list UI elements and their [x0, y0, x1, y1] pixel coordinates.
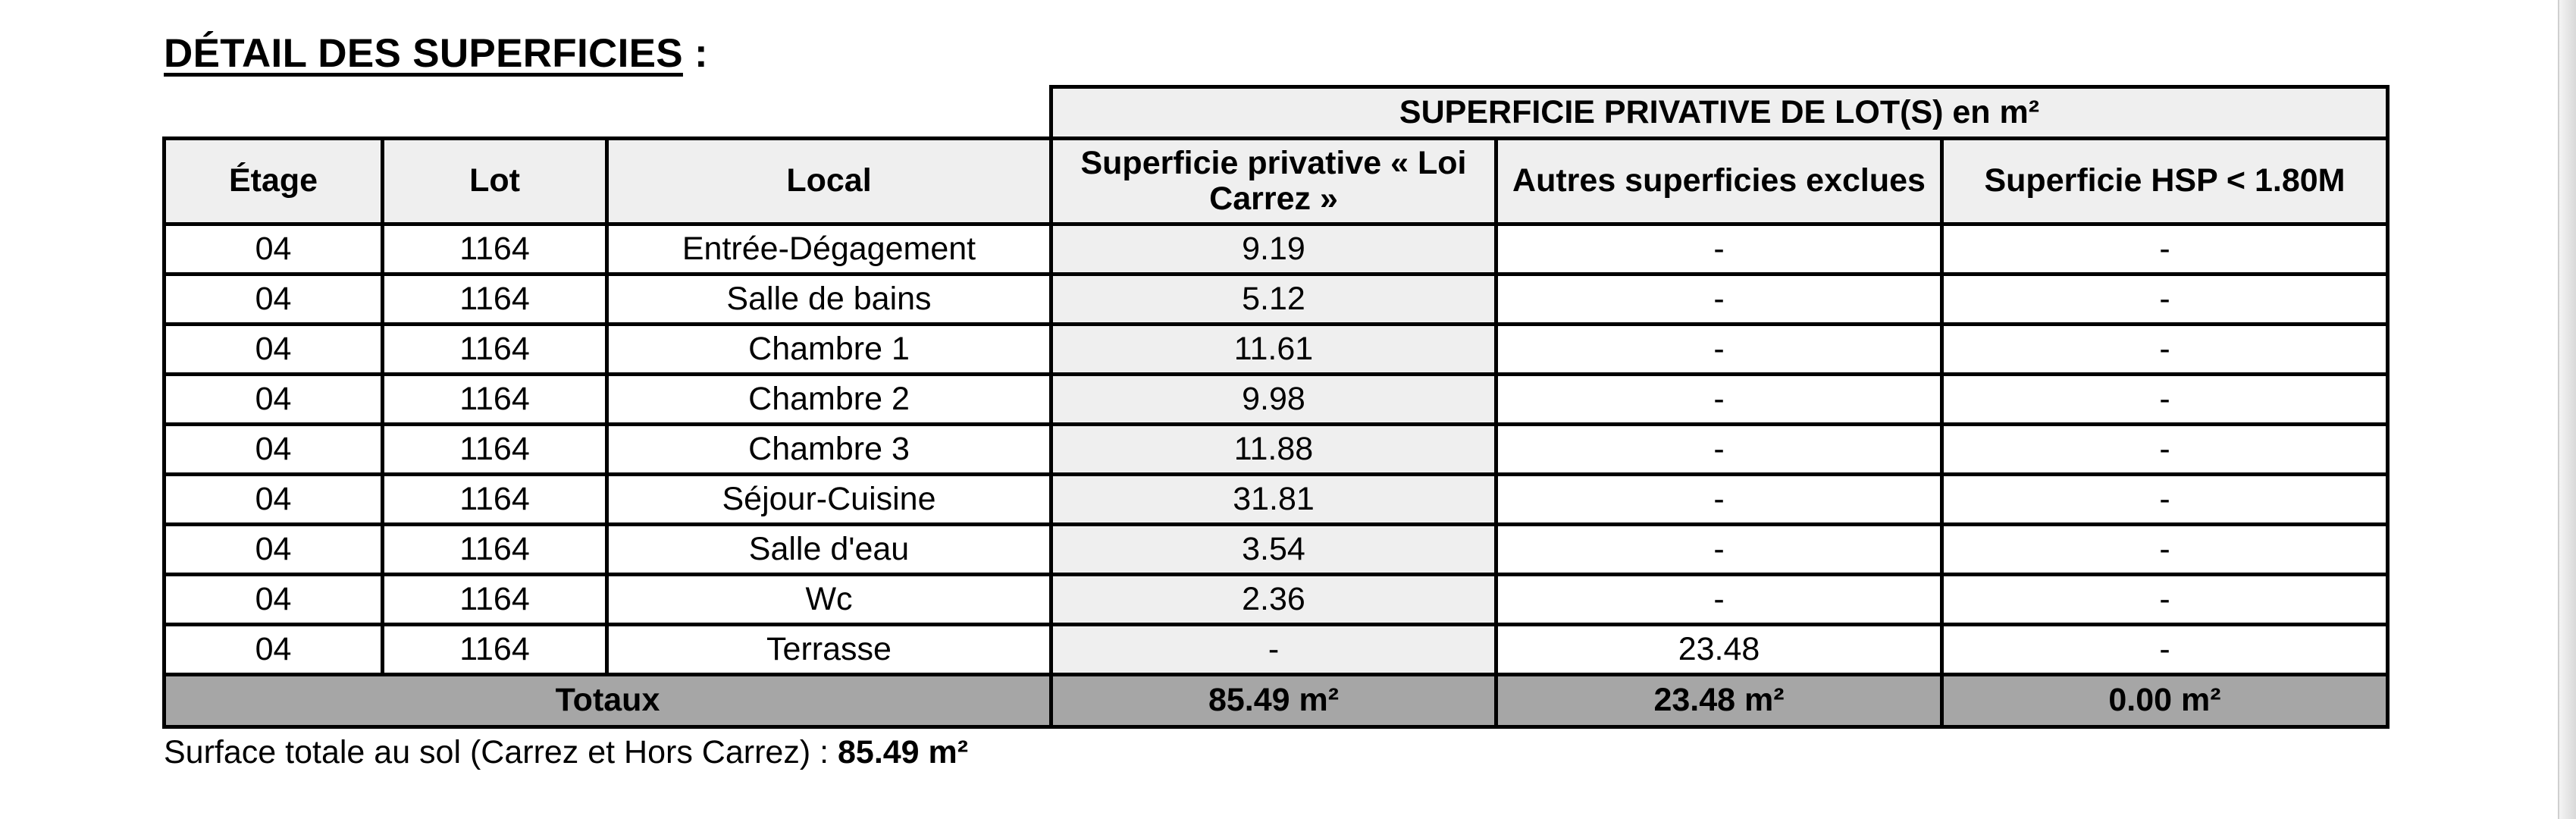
- cell-carrez: 11.61: [1051, 325, 1496, 375]
- cell-etage: 04: [165, 575, 383, 625]
- table-row: [165, 575, 2388, 625]
- window-right-edge: [2558, 0, 2576, 819]
- cell-hsp: -: [1942, 625, 2388, 675]
- table-row: [165, 625, 2388, 675]
- page-title-text: DÉTAIL DES SUPERFICIES: [164, 31, 683, 76]
- cell-local: Chambre 3: [607, 425, 1051, 475]
- table-row: [165, 425, 2388, 475]
- totals-carrez: 85.49 m²: [1051, 675, 1496, 727]
- cell-etage: 04: [165, 325, 383, 375]
- col-header-hsp: Superficie HSP < 1.80M: [1942, 139, 2388, 224]
- cell-autres: -: [1496, 275, 1942, 325]
- cell-local: Salle d'eau: [607, 525, 1051, 575]
- page-title-suffix: :: [682, 31, 708, 76]
- cell-autres: -: [1496, 575, 1942, 625]
- cell-local: Wc: [607, 575, 1051, 625]
- cell-carrez: 11.88: [1051, 425, 1496, 475]
- table-row: [165, 475, 2388, 525]
- cell-lot: 1164: [383, 525, 607, 575]
- col-header-carrez: Superficie privative « Loi Carrez »: [1051, 139, 1496, 224]
- cell-autres: -: [1496, 375, 1942, 425]
- cell-etage: 04: [165, 475, 383, 525]
- cell-carrez: 2.36: [1051, 575, 1496, 625]
- cell-carrez: 9.19: [1051, 224, 1496, 275]
- totals-hsp: 0.00 m²: [1942, 675, 2388, 727]
- cell-carrez: -: [1051, 625, 1496, 675]
- surface-table: [162, 85, 2390, 729]
- cell-autres: 23.48: [1496, 625, 1942, 675]
- cell-lot: 1164: [383, 224, 607, 275]
- cell-local: Entrée-Dégagement: [607, 224, 1051, 275]
- col-header-autres: Autres superficies exclues: [1496, 139, 1942, 224]
- cell-etage: 04: [165, 425, 383, 475]
- col-header-local: Local: [607, 139, 1051, 224]
- cell-lot: 1164: [383, 475, 607, 525]
- cell-hsp: -: [1942, 475, 2388, 525]
- cell-lot: 1164: [383, 375, 607, 425]
- table-row: [165, 325, 2388, 375]
- cell-carrez: 31.81: [1051, 475, 1496, 525]
- cell-local: Terrasse: [607, 625, 1051, 675]
- cell-carrez: 3.54: [1051, 525, 1496, 575]
- cell-etage: 04: [165, 224, 383, 275]
- cell-local: Chambre 2: [607, 375, 1051, 425]
- cell-lot: 1164: [383, 625, 607, 675]
- cell-hsp: -: [1942, 425, 2388, 475]
- cell-local: Séjour-Cuisine: [607, 475, 1051, 525]
- col-header-etage: Étage: [165, 139, 383, 224]
- cell-autres: -: [1496, 475, 1942, 525]
- cell-autres: -: [1496, 425, 1942, 475]
- totals-label: Totaux: [165, 675, 1051, 727]
- cell-etage: 04: [165, 625, 383, 675]
- header-spacer: [165, 87, 1051, 139]
- cell-autres: -: [1496, 525, 1942, 575]
- cell-lot: 1164: [383, 325, 607, 375]
- cell-carrez: 5.12: [1051, 275, 1496, 325]
- cell-hsp: -: [1942, 325, 2388, 375]
- totals-row: [165, 675, 2388, 727]
- cell-carrez: 9.98: [1051, 375, 1496, 425]
- cell-hsp: -: [1942, 575, 2388, 625]
- cell-etage: 04: [165, 275, 383, 325]
- cell-hsp: -: [1942, 224, 2388, 275]
- cell-local: Salle de bains: [607, 275, 1051, 325]
- cell-hsp: -: [1942, 375, 2388, 425]
- totals-autres: 23.48 m²: [1496, 675, 1942, 727]
- table-row: [165, 525, 2388, 575]
- page-title: [164, 30, 708, 77]
- cell-etage: 04: [165, 525, 383, 575]
- cell-autres: -: [1496, 325, 1942, 375]
- cell-local: Chambre 1: [607, 325, 1051, 375]
- cell-hsp: -: [1942, 525, 2388, 575]
- table-row: [165, 275, 2388, 325]
- cell-autres: -: [1496, 224, 1942, 275]
- table-row: [165, 375, 2388, 425]
- col-header-lot: Lot: [383, 139, 607, 224]
- cell-lot: 1164: [383, 275, 607, 325]
- cell-hsp: -: [1942, 275, 2388, 325]
- summary-label: Surface totale au sol (Carrez et Hors Carrez) :: [164, 734, 838, 770]
- summary-value: 85.49 m²: [837, 734, 969, 770]
- total-floor-surface: [164, 734, 968, 771]
- cell-etage: 04: [165, 375, 383, 425]
- cell-lot: 1164: [383, 425, 607, 475]
- table-row: [165, 224, 2388, 275]
- group-header: SUPERFICIE PRIVATIVE DE LOT(S) en m²: [1051, 87, 2388, 139]
- cell-lot: 1164: [383, 575, 607, 625]
